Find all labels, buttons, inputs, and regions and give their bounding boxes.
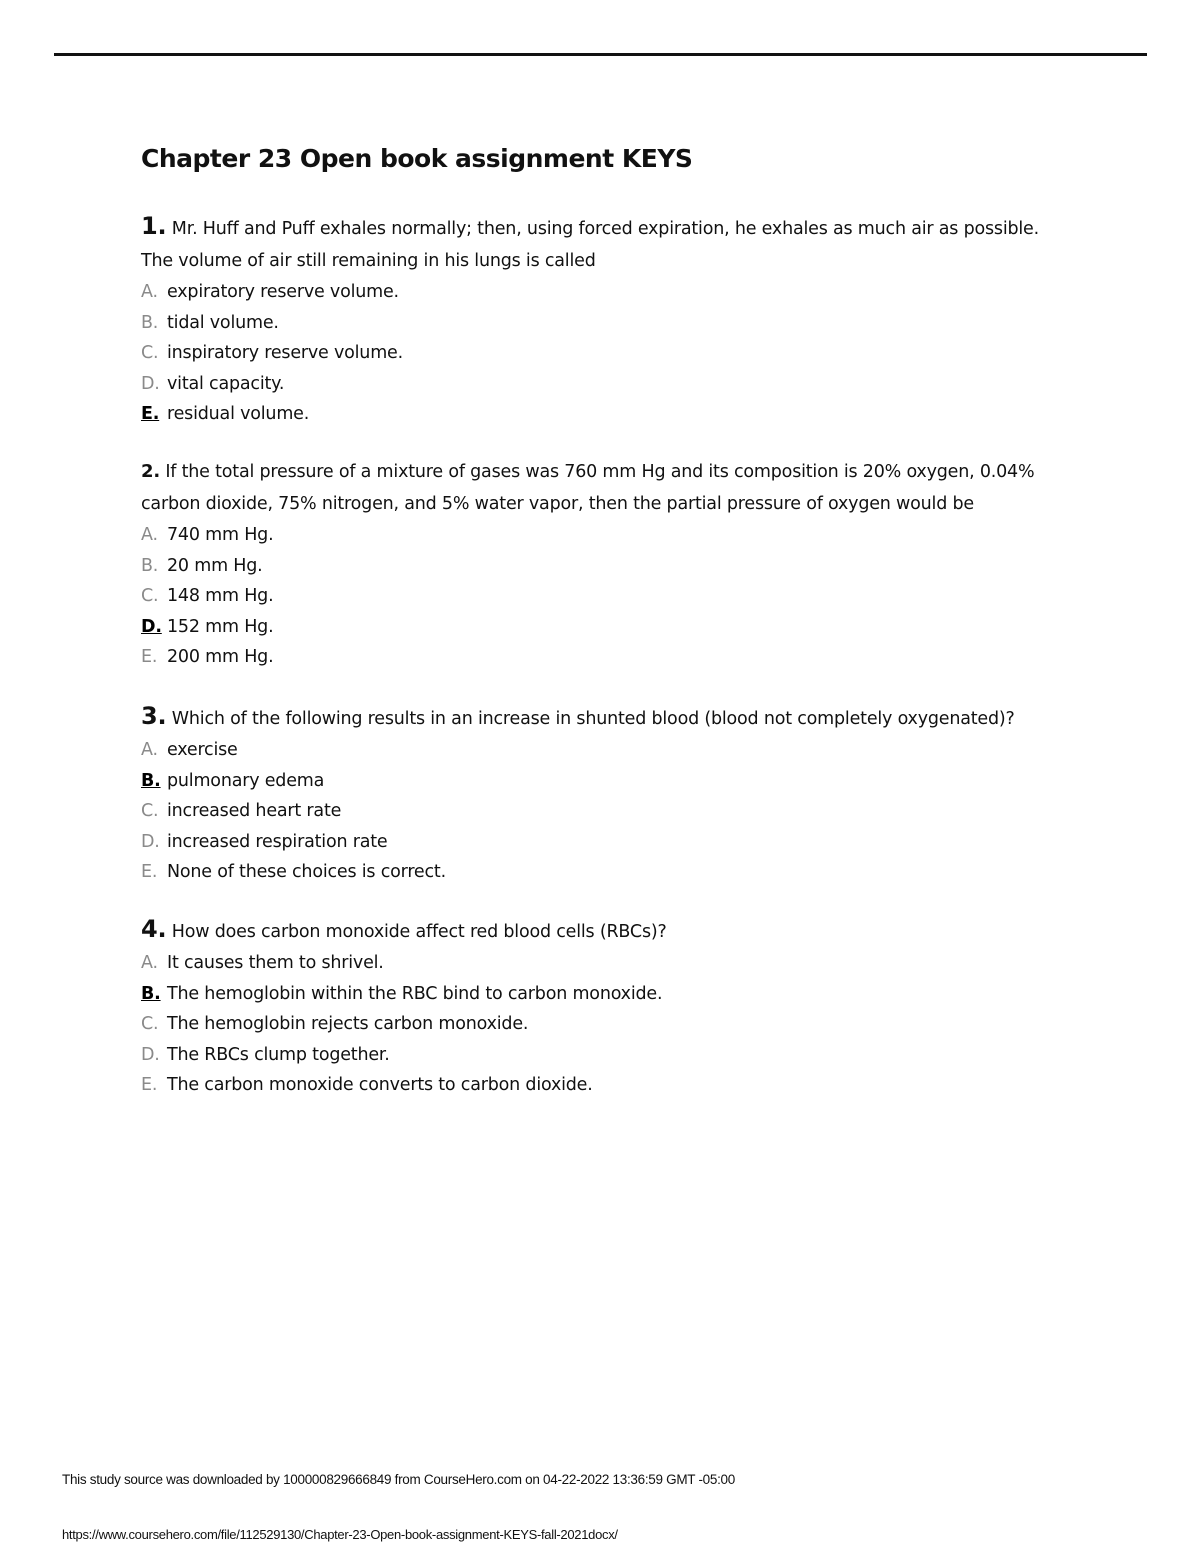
option-text: tidal volume. xyxy=(167,312,279,333)
option-letter: A. xyxy=(141,953,158,973)
option-letter: C. xyxy=(141,586,159,606)
option-b xyxy=(141,308,1071,339)
option-text: 152 mm Hg. xyxy=(167,616,274,637)
option-letter-correct: B. xyxy=(141,770,161,791)
option-letter: E. xyxy=(141,647,158,667)
option-d xyxy=(141,827,1071,858)
question-stem xyxy=(141,913,1071,948)
option-text: pulmonary edema xyxy=(167,770,325,791)
question-stem xyxy=(141,210,1071,277)
option-b xyxy=(141,551,1071,582)
option-c xyxy=(141,338,1071,369)
question-number: 2. xyxy=(141,461,160,482)
option-e xyxy=(141,857,1071,888)
option-text: The RBCs clump together. xyxy=(167,1044,390,1065)
option-text: increased heart rate xyxy=(167,801,342,821)
question-2 xyxy=(141,456,1071,673)
question-text: Mr. Huff and Puff exhales normally; then, using forced expiration, he exhales as much air as possible. The volume of air still remaining in his lungs is called xyxy=(141,219,1039,271)
option-text: increased respiration rate xyxy=(167,831,388,852)
top-rule xyxy=(54,53,1147,56)
option-a xyxy=(141,948,1071,979)
option-text: None of these choices is correct. xyxy=(167,862,446,882)
option-b xyxy=(141,766,1071,797)
option-text: exercise xyxy=(167,740,238,760)
option-letter: E. xyxy=(141,1075,158,1095)
question-stem xyxy=(141,700,1071,735)
option-d xyxy=(141,369,1071,400)
option-c xyxy=(141,796,1071,827)
option-text: 20 mm Hg. xyxy=(167,555,263,576)
option-b xyxy=(141,979,1071,1010)
option-c xyxy=(141,1009,1071,1040)
question-3 xyxy=(141,700,1071,888)
option-text: vital capacity. xyxy=(167,373,285,394)
option-letter: D. xyxy=(141,373,160,394)
option-text: 740 mm Hg. xyxy=(167,525,274,545)
option-letter: B. xyxy=(141,555,159,576)
option-list xyxy=(141,948,1071,1101)
option-d xyxy=(141,612,1071,643)
option-text: The hemoglobin within the RBC bind to carbon monoxide. xyxy=(167,983,663,1004)
option-text: 148 mm Hg. xyxy=(167,586,274,606)
option-letter: C. xyxy=(141,801,159,821)
option-list xyxy=(141,520,1071,673)
option-letter: B. xyxy=(141,312,159,333)
question-text: If the total pressure of a mixture of gases was 760 mm Hg and its composition is 20% oxygen, 0.04% carbon dioxide, 75% nitrogen, and 5% water vapor, then the partial pressure of oxygen would be xyxy=(141,462,1035,514)
option-text: The hemoglobin rejects carbon monoxide. xyxy=(167,1014,529,1034)
option-list xyxy=(141,277,1071,430)
document-title: Chapter 23 Open book assignment KEYS xyxy=(141,144,693,173)
source-url-link[interactable]: https://www.coursehero.com/file/112529130/Chapter-23-Open-book-assignment-KEYS-fall-2021docx/ xyxy=(62,1527,618,1542)
option-e xyxy=(141,642,1071,673)
option-letter: A. xyxy=(141,525,158,545)
question-1 xyxy=(141,210,1071,430)
option-letter: A. xyxy=(141,740,158,760)
option-e xyxy=(141,399,1071,430)
question-text: Which of the following results in an increase in shunted blood (blood not completely oxygenated)? xyxy=(171,709,1015,729)
option-text: It causes them to shrivel. xyxy=(167,953,384,973)
option-letter-correct: E. xyxy=(141,404,160,424)
option-a xyxy=(141,735,1071,766)
option-list xyxy=(141,735,1071,888)
question-number: 3. xyxy=(141,702,167,730)
option-c xyxy=(141,581,1071,612)
option-text: inspiratory reserve volume. xyxy=(167,343,403,363)
option-text: The carbon monoxide converts to carbon dioxide. xyxy=(167,1075,593,1095)
option-letter-correct: B. xyxy=(141,983,161,1004)
option-letter: D. xyxy=(141,831,160,852)
option-text: expiratory reserve volume. xyxy=(167,282,399,302)
question-stem xyxy=(141,456,1071,520)
option-e xyxy=(141,1070,1071,1101)
option-letter: D. xyxy=(141,1044,160,1065)
question-number: 4. xyxy=(141,915,167,943)
option-letter: C. xyxy=(141,1014,159,1034)
option-a xyxy=(141,520,1071,551)
question-text: How does carbon monoxide affect red blood cells (RBCs)? xyxy=(171,922,667,942)
option-a xyxy=(141,277,1071,308)
question-4 xyxy=(141,913,1071,1101)
option-letter: C. xyxy=(141,343,159,363)
option-letter: A. xyxy=(141,282,158,302)
question-number: 1. xyxy=(141,212,167,240)
option-letter-correct: D. xyxy=(141,616,162,637)
option-d xyxy=(141,1040,1071,1071)
option-text: 200 mm Hg. xyxy=(167,647,274,667)
download-source-notice: This study source was downloaded by 100000829666849 from CourseHero.com on 04-22-2022 13:36:59 GMT -05:00 xyxy=(62,1472,735,1487)
option-letter: E. xyxy=(141,862,158,882)
option-text: residual volume. xyxy=(167,404,310,424)
